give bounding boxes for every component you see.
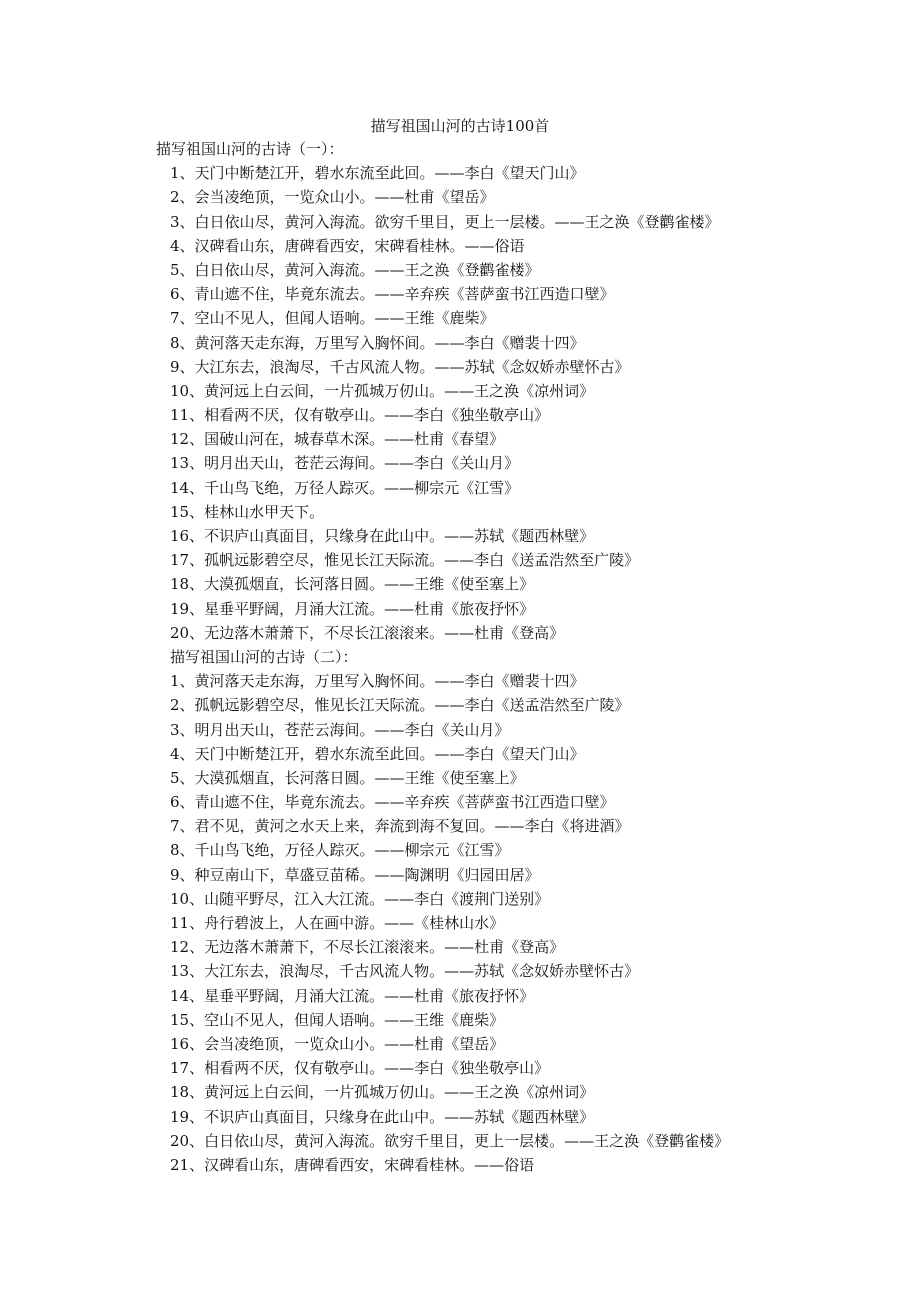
poem-line: 16、不识庐山真面目，只缘身在此山中。——苏轼《题西林壁》	[170, 527, 595, 545]
poem-line: 21、汉碑看山东，唐碑看西安，宋碑看桂林。——俗语	[170, 1155, 535, 1174]
poem-line: 14、千山鸟飞绝，万径人踪灭。——柳宗元《江雪》	[170, 478, 520, 497]
poem-line: 9、种豆南山下，草盛豆苗稀。——陶渊明《归园田居》	[170, 865, 540, 884]
poem-line: 19、不识庐山真面目，只缘身在此山中。——苏轼《题西林壁》	[170, 1107, 595, 1126]
document-body	[156, 137, 896, 1177]
poem-line: 12、国破山河在，城春草木深。——杜甫《春望》	[170, 430, 505, 449]
poem-line: 10、山随平野尽，江入大江流。——李白《渡荆门送别》	[170, 889, 550, 908]
poem-line: 15、桂林山水甲天下。	[170, 502, 325, 521]
poem-line: 11、相看两不厌，仅有敬亭山。——李白《独坐敬亭山》	[170, 406, 550, 425]
poem-line: 13、大江东去，浪淘尽，千古风流人物。——苏轼《念奴娇赤壁怀古》	[170, 962, 640, 981]
poem-line: 2、会当凌绝顶，一览众山小。——杜甫《望岳》	[170, 188, 495, 207]
poem-line: 11、舟行碧波上，人在画中游。——《桂林山水》	[170, 914, 505, 932]
poem-line: 7、空山不见人，但闻人语响。——王维《鹿柴》	[170, 309, 495, 328]
document-title: 描写祖国山河的古诗100首	[370, 117, 550, 135]
poem-line: 6、青山遮不住，毕竟东流去。——辛弃疾《菩萨蛮书江西造口壁》	[170, 285, 615, 304]
poem-line: 17、孤帆远影碧空尽，惟见长江天际流。——李白《送孟浩然至广陵》	[170, 551, 640, 570]
poem-line: 1、黄河落天走东海，万里写入胸怀间。——李白《赠裴十四》	[170, 672, 585, 691]
poem-line: 15、空山不见人，但闻人语响。——王维《鹿柴》	[170, 1010, 505, 1029]
poem-line: 3、明月出天山，苍茫云海间。——李白《关山月》	[170, 720, 510, 739]
poem-line: 6、青山遮不住，毕竟东流去。——辛弃疾《菩萨蛮书江西造口壁》	[170, 793, 615, 812]
poem-line: 8、千山鸟飞绝，万径人踪灭。——柳宗元《江雪》	[170, 841, 510, 860]
poem-line: 1、天门中断楚江开，碧水东流至此回。——李白《望天门山》	[170, 164, 585, 183]
poem-line: 3、白日依山尽，黄河入海流。欲穷千里目，更上一层楼。——王之涣《登鹳雀楼》	[170, 212, 720, 231]
poem-line: 7、君不见，黄河之水天上来，奔流到海不复回。——李白《将进酒》	[170, 817, 630, 836]
poem-line: 20、无边落木萧萧下，不尽长江滚滚来。——杜甫《登高》	[170, 623, 565, 642]
poem-line: 16、会当凌绝顶，一览众山小。——杜甫《望岳》	[170, 1034, 505, 1053]
poem-line: 4、天门中断楚江开，碧水东流至此回。——李白《望天门山》	[170, 744, 585, 763]
poem-line: 8、黄河落天走东海，万里写入胸怀间。——李白《赠裴十四》	[170, 333, 585, 352]
poem-line: 20、白日依山尽，黄河入海流。欲穷千里目，更上一层楼。——王之涣《登鹳雀楼》	[170, 1131, 730, 1150]
poem-line: 18、黄河远上白云间，一片孤城万仞山。——王之涣《凉州词》	[170, 1083, 595, 1102]
poem-line: 13、明月出天山，苍茫云海间。——李白《关山月》	[170, 454, 520, 473]
poem-line: 10、黄河远上白云间，一片孤城万仞山。——王之涣《凉州词》	[170, 381, 595, 400]
poem-line: 14、星垂平野阔，月涌大江流。——杜甫《旅夜抒怀》	[170, 986, 535, 1005]
section-heading: 描写祖国山河的古诗（二）：	[170, 647, 358, 666]
poem-line: 12、无边落木萧萧下，不尽长江滚滚来。——杜甫《登高》	[170, 938, 565, 957]
poem-line: 4、汉碑看山东，唐碑看西安，宋碑看桂林。——俗语	[170, 236, 525, 255]
section-heading: 描写祖国山河的古诗（一）：	[156, 140, 344, 158]
poem-line: 18、大漠孤烟直，长河落日圆。——王维《使至塞上》	[170, 575, 535, 594]
poem-line: 17、相看两不厌，仅有敬亭山。——李白《独坐敬亭山》	[170, 1059, 550, 1078]
poem-line: 9、大江东去，浪淘尽，千古风流人物。——苏轼《念奴娇赤壁怀古》	[170, 357, 630, 376]
poem-line: 5、白日依山尽，黄河入海流。——王之涣《登鹳雀楼》	[170, 260, 540, 279]
poem-line: 5、大漠孤烟直，长河落日圆。——王维《使至塞上》	[170, 768, 525, 787]
poem-line: 2、孤帆远影碧空尽，惟见长江天际流。——李白《送孟浩然至广陵》	[170, 696, 630, 715]
poem-line: 19、星垂平野阔，月涌大江流。——杜甫《旅夜抒怀》	[170, 599, 535, 618]
